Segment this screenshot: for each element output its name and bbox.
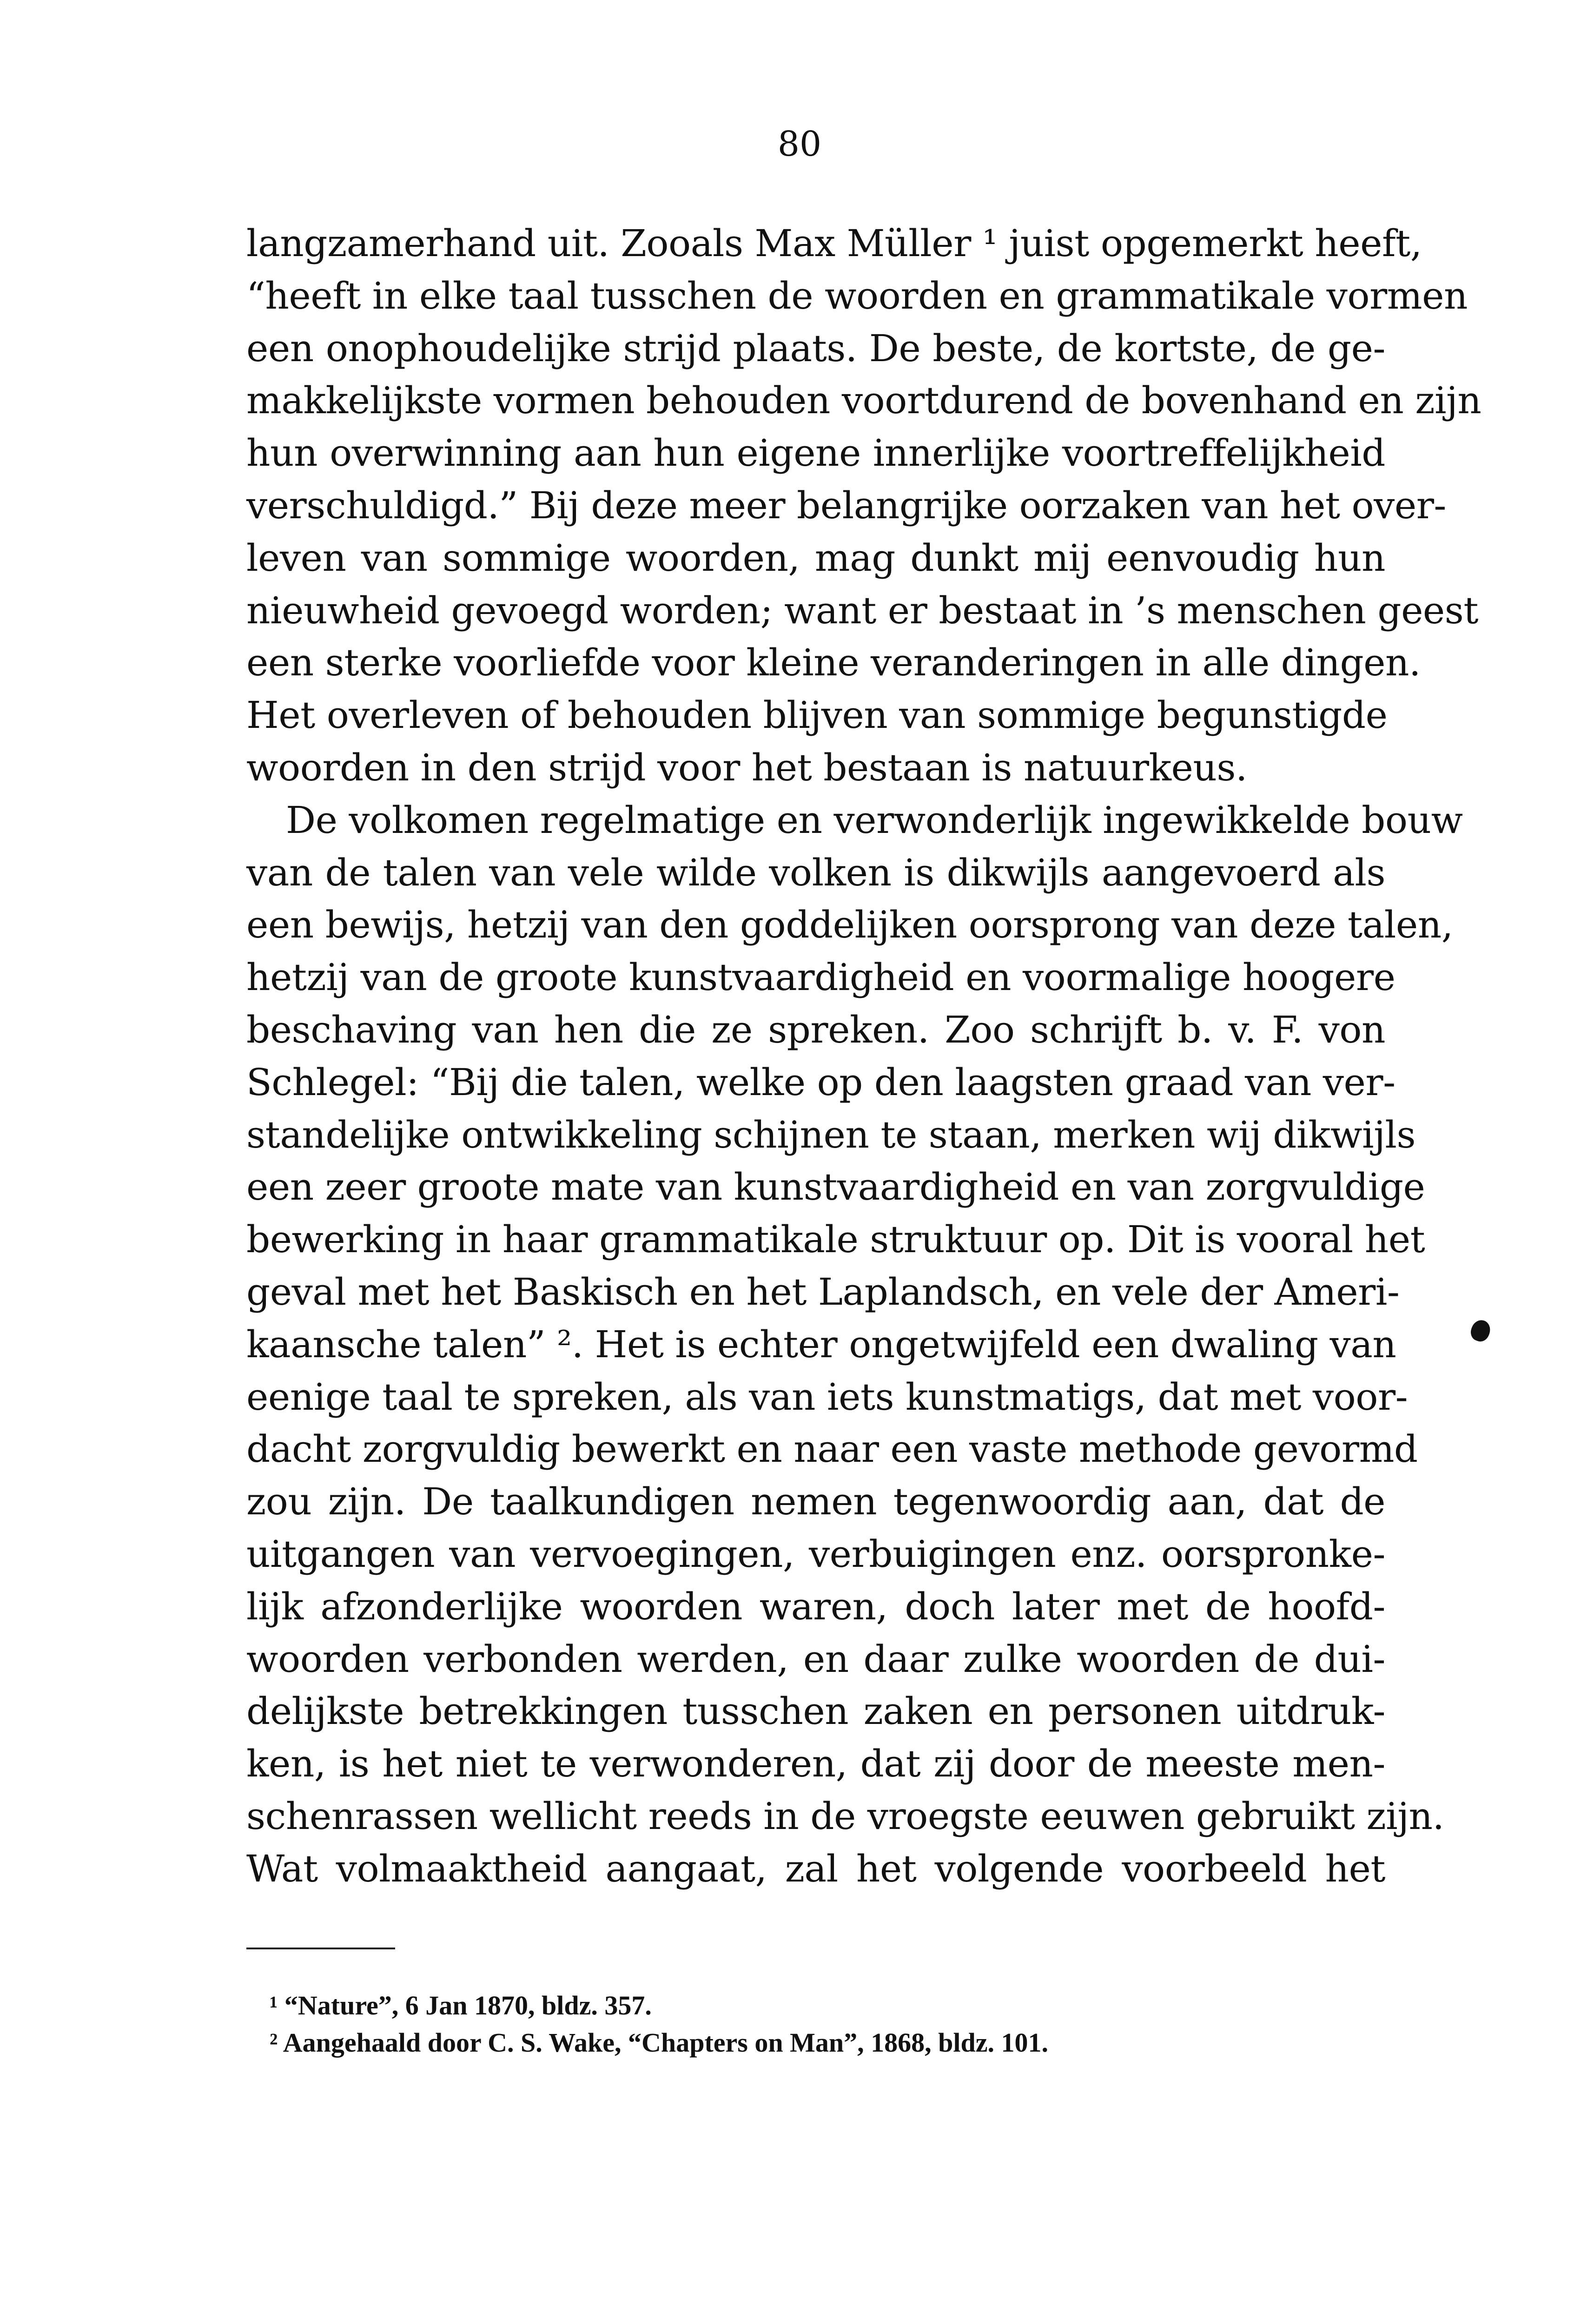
text-line: woorden verbonden werden, en daar zulke woorden de dui- (246, 1637, 1385, 1681)
text-line: “heeft in elke taal tusschen de woorden en grammatikale vormen (246, 274, 1468, 317)
text-line: Schlegel: “Bij die talen, welke op den laagsten graad van ver- (246, 1060, 1395, 1104)
text-line: langzamerhand uit. Zooals Max Müller ¹ juist opgemerkt heeft, (246, 222, 1422, 265)
footnote-divider (246, 1948, 395, 1949)
text-line: Wat volmaaktheid aangaat, zal het volgende voorbeeld het (246, 1847, 1385, 1890)
text-line: leven van sommige woorden, mag dunkt mij eenvoudig hun (246, 536, 1385, 580)
text-line: eenige taal te spreken, als van iets kunstmatigs, dat met voor- (246, 1375, 1408, 1419)
text-line: van de talen van vele wilde volken is dikwijls aangevoerd als (246, 851, 1385, 894)
body-text (246, 218, 1481, 1895)
text-line: standelijke ontwikkeling schijnen te staan, merken wij dikwijls (246, 1113, 1416, 1156)
text-line: makkelijkste vormen behouden voortdurend de bovenhand en zijn (246, 379, 1481, 423)
text-line: kaansche talen” ². Het is echter ongetwijfeld een dwaling van (246, 1322, 1396, 1366)
text-line: schenrassen wellicht reeds in de vroegste eeuwen gebruikt zijn. (246, 1794, 1444, 1838)
text-line: ken, is het niet te verwonderen, dat zij door de meeste men- (246, 1742, 1385, 1786)
text-line: hun overwinning aan hun eigene innerlijke voortreffelijkheid (246, 431, 1385, 475)
text-line: geval met het Baskisch en het Laplandsch, en vele der Ameri- (246, 1270, 1400, 1314)
text-line: verschuldigd.” Bij deze meer belangrijke oorzaken van het over- (246, 483, 1446, 527)
text-line: Het overleven of behouden blijven van sommige begunstigde (246, 693, 1388, 737)
page-number: 80 (777, 124, 822, 164)
text-line: dacht zorgvuldig bewerkt en naar een vaste methode gevormd (246, 1427, 1418, 1471)
text-line: woorden in den strijd voor het bestaan is natuurkeus. (246, 746, 1247, 789)
footnote-2: ² Aangehaald door C. S. Wake, “Chapters on Man”, 1868, bldz. 101. (270, 2027, 1048, 2058)
ink-blot-mark (1468, 1318, 1493, 1344)
text-line: De volkomen regelmatige en verwonderlijk ingewikkelde bouw (286, 798, 1463, 842)
footnote-1: ¹ “Nature”, 6 Jan 1870, bldz. 357. (270, 1990, 652, 2020)
text-line: beschaving van hen die ze spreken. Zoo schrijft b. v. F. von (246, 1008, 1385, 1051)
text-line: uitgangen van vervoegingen, verbuigingen enz. oorspronke- (246, 1532, 1385, 1576)
text-line: een zeer groote mate van kunstvaardigheid en van zorgvuldige (246, 1165, 1425, 1209)
text-line: een onophoudelijke strijd plaats. De beste, de kortste, de ge- (246, 326, 1385, 370)
footnotes (270, 1987, 1385, 2061)
text-line: nieuwheid gevoegd worden; want er bestaat in ’s menschen geest (246, 588, 1478, 632)
text-line: zou zijn. De taalkundigen nemen tegenwoordig aan, dat de (246, 1480, 1385, 1524)
text-line: hetzij van de groote kunstvaardigheid en voormalige hoogere (246, 956, 1395, 999)
text-line: lijk afzonderlijke woorden waren, doch later met de hoofd- (246, 1585, 1385, 1628)
text-line: een sterke voorliefde voor kleine veranderingen in alle dingen. (246, 641, 1421, 685)
text-line: een bewijs, hetzij van den goddelijken oorsprong van deze talen, (246, 903, 1453, 947)
text-line: bewerking in haar grammatikale struktuur op. Dit is vooral het (246, 1218, 1425, 1261)
text-line: delijkste betrekkingen tusschen zaken en personen uitdruk- (246, 1690, 1385, 1733)
